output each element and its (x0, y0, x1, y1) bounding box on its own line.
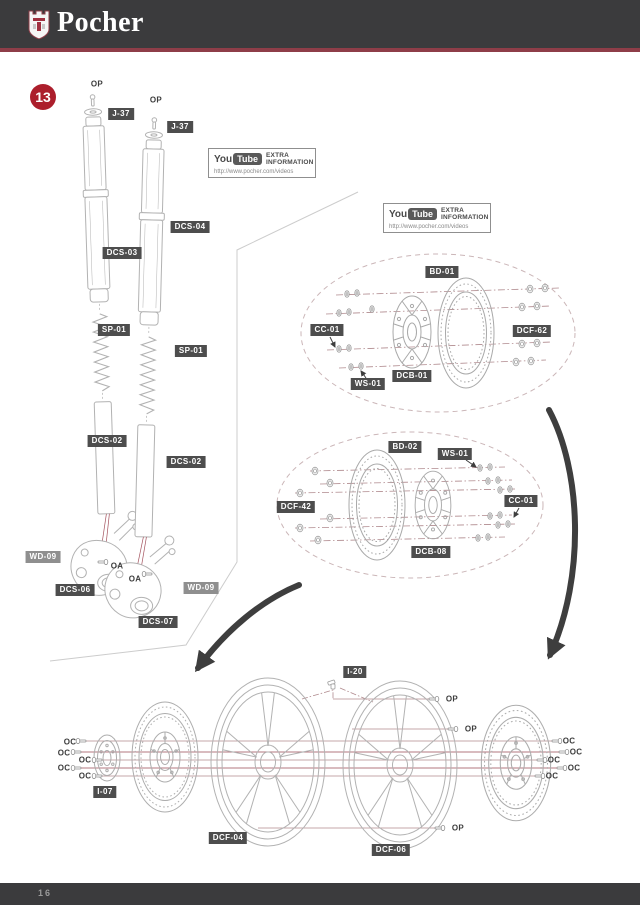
part-label-dcb01: DCB-01 (392, 370, 431, 382)
fastener-label-oc: OC (78, 771, 92, 781)
part-label-dcs02: DCS-02 (88, 435, 127, 447)
youtube-logo-you: You (389, 208, 408, 220)
youtube-logo-tube: Tube (233, 153, 262, 165)
brand-logo-text: Pocher (57, 7, 144, 38)
part-label-dcf62: DCF-62 (513, 325, 551, 337)
fastener-label-oc: OC (63, 737, 77, 747)
youtube-url: http://www.pocher.com/videos (389, 223, 469, 230)
brake-disc-right (481, 705, 550, 821)
part-label-j37: J-37 (167, 121, 193, 133)
fastener-label-oc: OC (567, 763, 581, 773)
part-label-dcs03: DCS-03 (103, 247, 142, 259)
youtube-info-box-2 (383, 203, 491, 233)
front-wheel-right (343, 681, 457, 849)
part-label-wd09: WD-09 (26, 551, 61, 563)
part-label-ws01: WS-01 (351, 378, 385, 390)
fastener-label-oc: OC (562, 736, 576, 746)
part-label-dcs02: DCS-02 (167, 456, 206, 468)
fastener-label-oc: OC (569, 747, 583, 757)
fork-leg-left-drawing (55, 94, 141, 597)
part-label-i20: I-20 (343, 666, 366, 678)
fastener-label-op: OP (451, 823, 465, 833)
hub-i07 (94, 735, 120, 781)
wheel-assembly-drawing (71, 678, 569, 849)
fastener-label-op: OP (149, 95, 163, 105)
part-label-wd09: WD-09 (184, 582, 219, 594)
youtube-info-box-1 (208, 148, 316, 178)
fastener-label-oa: OA (128, 574, 142, 584)
part-label-bd02: BD-02 (388, 441, 421, 453)
part-label-dcf04: DCF-04 (209, 832, 247, 844)
fastener-label-oc: OC (57, 763, 71, 773)
brake-disc-left (132, 702, 198, 812)
part-label-j37: J-37 (108, 108, 134, 120)
part-label-sp01: SP-01 (175, 345, 207, 357)
part-label-cc01: CC-01 (504, 495, 537, 507)
fork-leg-right-drawing (104, 117, 186, 619)
part-label-dcs04: DCS-04 (171, 221, 210, 233)
extra-information-text: EXTRA INFORMATION (266, 152, 314, 167)
front-wheel-left (211, 678, 325, 846)
fastener-label-op: OP (90, 79, 104, 89)
fastener-label-oc: OC (545, 771, 559, 781)
part-label-ws01: WS-01 (438, 448, 472, 460)
part-label-dcs06: DCS-06 (56, 584, 95, 596)
fastener-label-oc: OC (78, 755, 92, 765)
part-label-dcb08: DCB-08 (411, 546, 450, 558)
fastener-label-oc: OC (547, 755, 561, 765)
page-number: 16 (38, 888, 53, 898)
detail-oval-2 (277, 432, 543, 578)
fastener-label-op: OP (445, 694, 459, 704)
part-label-dcf06: DCF-06 (372, 844, 410, 856)
valve-i20 (328, 680, 336, 689)
footer-bar (0, 883, 640, 905)
header-accent-rule (0, 48, 640, 52)
part-label-sp01: SP-01 (98, 324, 130, 336)
youtube-url: http://www.pocher.com/videos (214, 168, 294, 175)
header-bar (0, 0, 640, 48)
fastener-label-oc: OC (57, 748, 71, 758)
youtube-logo-you: You (214, 153, 233, 165)
part-label-dcf42: DCF-42 (277, 501, 315, 513)
pocher-crest-icon (28, 9, 50, 39)
part-label-bd01: BD-01 (425, 266, 458, 278)
fastener-label-oa: OA (110, 561, 124, 571)
fastener-label-op: OP (464, 724, 478, 734)
flow-arrow-middle (198, 585, 299, 668)
extra-information-text: EXTRA INFORMATION (441, 207, 489, 222)
part-label-cc01: CC-01 (310, 324, 343, 336)
youtube-logo-tube: Tube (408, 208, 437, 220)
step-number-badge: 13 (30, 84, 56, 110)
part-label-dcs07: DCS-07 (139, 616, 178, 628)
part-label-i07: I-07 (93, 786, 116, 798)
flow-arrow-right (549, 410, 575, 655)
